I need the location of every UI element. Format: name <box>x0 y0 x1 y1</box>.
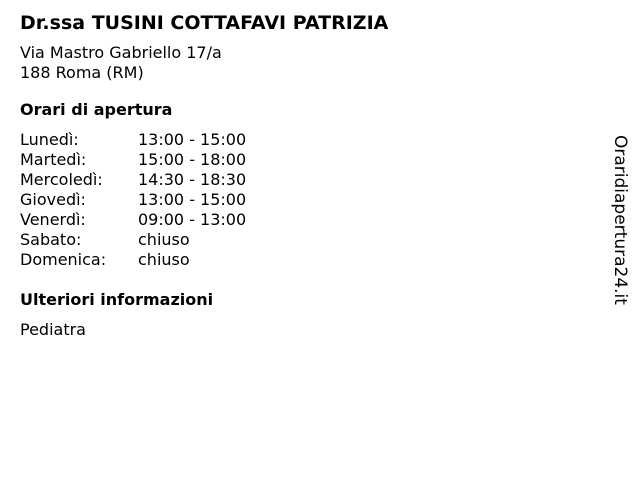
hours-row-monday <box>20 130 580 150</box>
address <box>20 43 580 83</box>
hours-row-saturday <box>20 230 580 250</box>
time-value: 09:00 - 13:00 <box>138 210 247 229</box>
opening-hours-title: Orari di apertura <box>20 100 173 119</box>
day-label: Venerdì: <box>20 210 86 229</box>
hours-row-wednesday <box>20 170 580 190</box>
day-label: Domenica: <box>20 250 107 269</box>
day-label: Giovedì: <box>20 190 86 209</box>
address-city: 188 Roma (RM) <box>20 63 144 82</box>
time-value: 13:00 - 15:00 <box>138 130 247 149</box>
hours-row-sunday <box>20 250 580 270</box>
time-value: chiuso <box>138 230 190 249</box>
day-label: Mercoledì: <box>20 170 103 189</box>
site-watermark: Oraridiapertura24.it <box>610 135 630 305</box>
day-label: Martedì: <box>20 150 87 169</box>
time-value: chiuso <box>138 250 190 269</box>
additional-info-title: Ulteriori informazioni <box>20 290 214 309</box>
time-value: 15:00 - 18:00 <box>138 150 247 169</box>
hours-row-friday <box>20 210 580 230</box>
time-value: 14:30 - 18:30 <box>138 170 247 189</box>
day-label: Sabato: <box>20 230 82 249</box>
address-street: Via Mastro Gabriello 17/a <box>20 43 222 62</box>
day-label: Lunedì: <box>20 130 79 149</box>
additional-info-text: Pediatra <box>20 320 86 339</box>
doctor-card <box>20 10 580 340</box>
hours-row-thursday <box>20 190 580 210</box>
time-value: 13:00 - 15:00 <box>138 190 247 209</box>
page-title: Dr.ssa TUSINI COTTAFAVI PATRIZIA <box>20 12 389 34</box>
hours-row-tuesday <box>20 150 580 170</box>
opening-hours-table <box>20 130 580 270</box>
